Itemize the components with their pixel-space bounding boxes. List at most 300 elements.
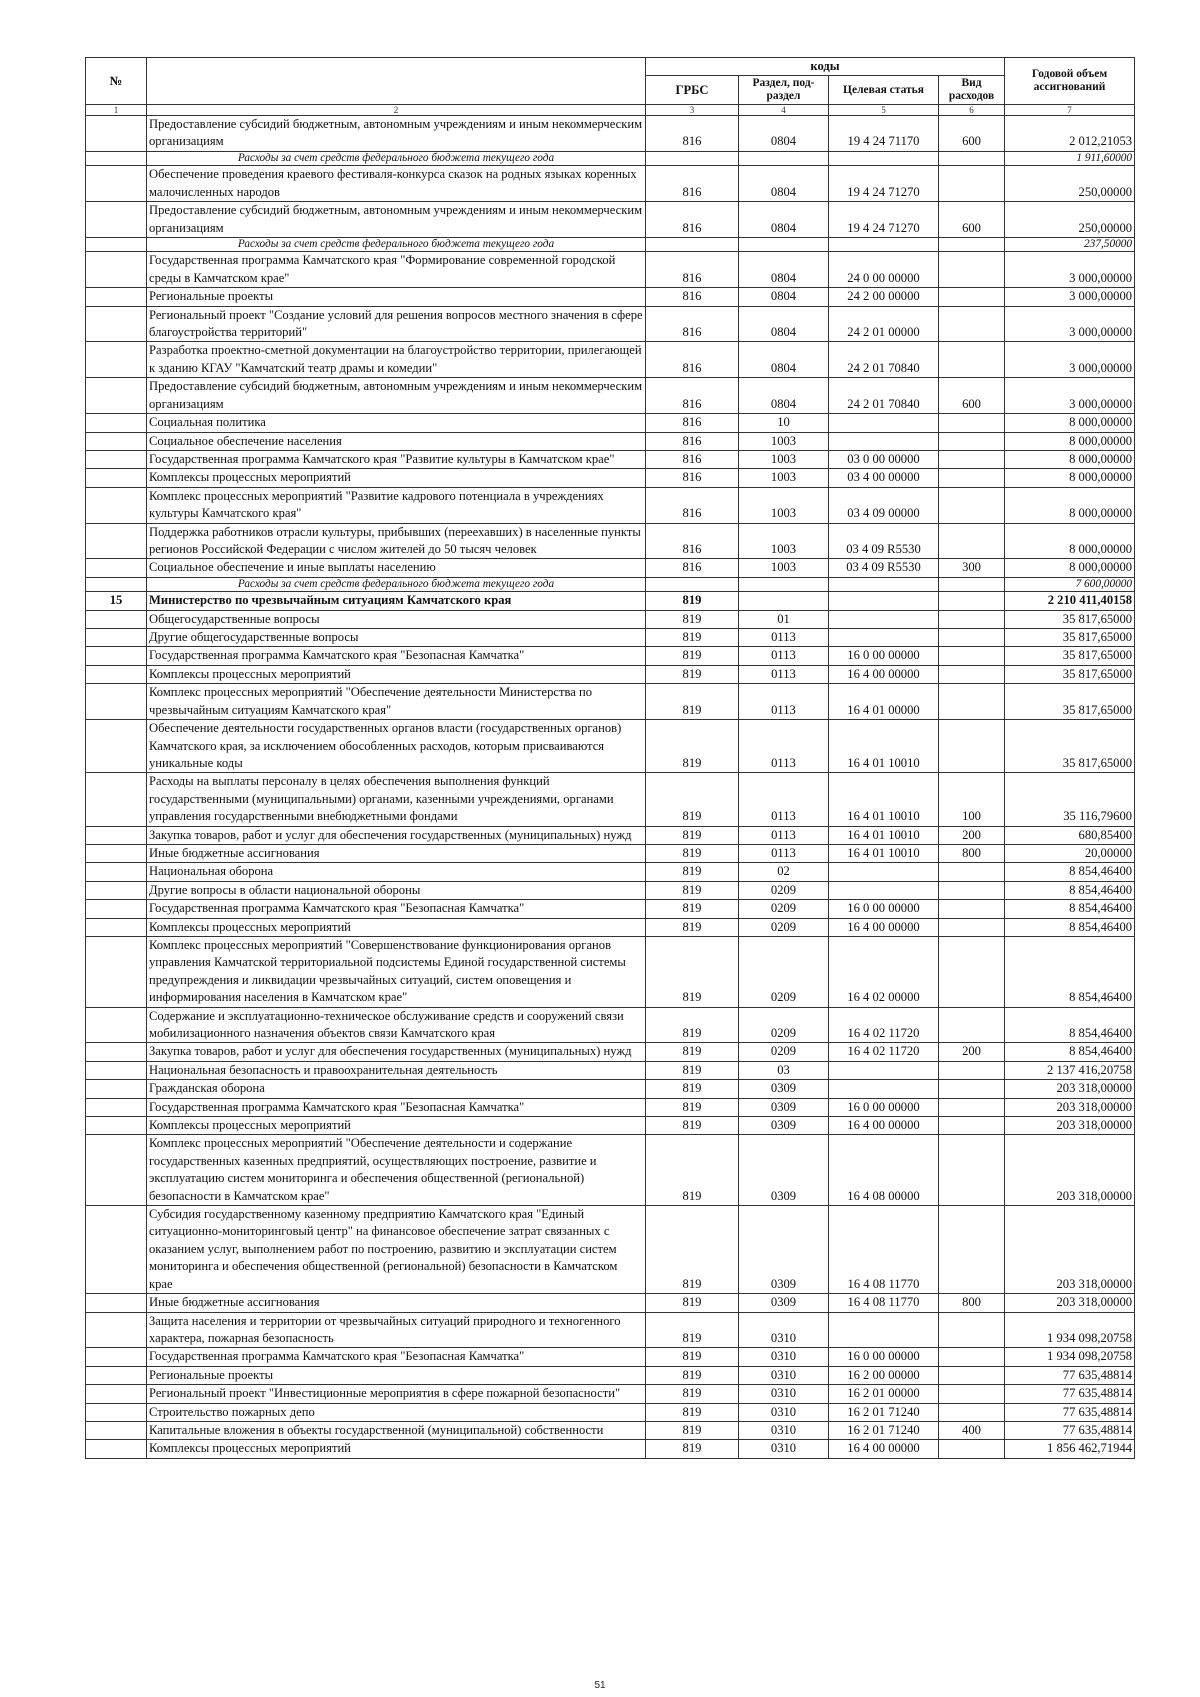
cell-razdel: 0309	[739, 1135, 829, 1206]
cell-name: Национальная оборона	[147, 863, 646, 881]
cell-sum: 35 817,65000	[1005, 684, 1135, 720]
cell-name: Капитальные вложения в объекты государственной (муниципальной) собственности	[147, 1421, 646, 1439]
cell-name: Государственная программа Камчатского края "Формирование современной городской среды в Камчатском крае"	[147, 252, 646, 288]
cell-name: Другие вопросы в области национальной обороны	[147, 881, 646, 899]
table-row	[86, 342, 1135, 378]
cell-sum: 8 854,46400	[1005, 900, 1135, 918]
cell-num	[86, 487, 147, 523]
cell-grbs: 819	[646, 1312, 739, 1348]
cell-num	[86, 1098, 147, 1116]
cell-vid	[939, 469, 1005, 487]
cell-grbs: 819	[646, 1403, 739, 1421]
cell-razdel: 1003	[739, 432, 829, 450]
header-razdel: Раздел, под-раздел	[739, 76, 829, 105]
cell-vid: 200	[939, 826, 1005, 844]
cell-vid	[939, 577, 1005, 592]
cell-razdel: 0209	[739, 900, 829, 918]
cell-target: 03 0 00 00000	[829, 450, 939, 468]
cell-num	[86, 1061, 147, 1079]
cell-sum: 77 635,48814	[1005, 1403, 1135, 1421]
table-row	[86, 684, 1135, 720]
cell-target: 16 4 01 00000	[829, 684, 939, 720]
cell-grbs: 816	[646, 378, 739, 414]
table-row	[86, 1007, 1135, 1043]
cell-razdel: 0309	[739, 1206, 829, 1294]
cell-num	[86, 1206, 147, 1294]
table-row	[86, 863, 1135, 881]
cell-num	[86, 559, 147, 577]
cell-grbs: 819	[646, 900, 739, 918]
cell-sum: 1 934 098,20758	[1005, 1312, 1135, 1348]
cell-num	[86, 450, 147, 468]
cell-grbs: 816	[646, 487, 739, 523]
cell-grbs: 816	[646, 450, 739, 468]
cell-razdel: 0310	[739, 1440, 829, 1458]
cell-grbs: 816	[646, 432, 739, 450]
cell-name: Комплексы процессных мероприятий	[147, 918, 646, 936]
cell-grbs: 819	[646, 1206, 739, 1294]
table-row	[86, 900, 1135, 918]
cell-vid	[939, 252, 1005, 288]
colnum-3: 3	[646, 105, 739, 116]
cell-grbs: 819	[646, 1043, 739, 1061]
cell-vid	[939, 1117, 1005, 1135]
cell-target: 16 4 00 00000	[829, 665, 939, 683]
cell-razdel: 0113	[739, 844, 829, 862]
cell-grbs: 816	[646, 166, 739, 202]
cell-razdel: 03	[739, 1061, 829, 1079]
cell-vid	[939, 237, 1005, 252]
cell-grbs: 816	[646, 469, 739, 487]
cell-razdel: 02	[739, 863, 829, 881]
cell-target: 16 4 08 11770	[829, 1206, 939, 1294]
cell-vid	[939, 288, 1005, 306]
cell-target	[829, 881, 939, 899]
cell-razdel: 0113	[739, 720, 829, 773]
cell-target: 24 2 01 70840	[829, 378, 939, 414]
cell-sum: 77 635,48814	[1005, 1385, 1135, 1403]
cell-num	[86, 1294, 147, 1312]
cell-sum: 77 635,48814	[1005, 1366, 1135, 1384]
cell-target: 16 4 08 00000	[829, 1135, 939, 1206]
table-row	[86, 773, 1135, 826]
cell-num	[86, 116, 147, 152]
cell-sum: 203 318,00000	[1005, 1135, 1135, 1206]
cell-target: 16 4 08 11770	[829, 1294, 939, 1312]
table-row	[86, 432, 1135, 450]
cell-target	[829, 151, 939, 166]
table-row	[86, 450, 1135, 468]
cell-vid	[939, 665, 1005, 683]
table-row	[86, 1294, 1135, 1312]
table-row	[86, 1421, 1135, 1439]
table-row	[86, 1366, 1135, 1384]
table-row	[86, 414, 1135, 432]
cell-sum: 1 856 462,71944	[1005, 1440, 1135, 1458]
cell-num	[86, 936, 147, 1007]
header-volume: Годовой объем ассигнований	[1005, 58, 1135, 105]
cell-grbs: 819	[646, 1098, 739, 1116]
cell-name: Комплекс процессных мероприятий "Обеспечение деятельности и содержание государственных казенных предприятий, осуществляющих построение, развитие и эксплуатацию систем мониторинга и обеспечения общественной (региональной) безопасности в Камчатском крае"	[147, 1135, 646, 1206]
cell-name: Национальная безопасность и правоохранительная деятельность	[147, 1061, 646, 1079]
cell-num	[86, 773, 147, 826]
table-row	[86, 288, 1135, 306]
cell-sum: 3 000,00000	[1005, 378, 1135, 414]
cell-vid: 800	[939, 1294, 1005, 1312]
cell-vid	[939, 166, 1005, 202]
table-row	[86, 166, 1135, 202]
cell-num	[86, 1135, 147, 1206]
cell-vid: 100	[939, 773, 1005, 826]
cell-sum: 237,50000	[1005, 237, 1135, 252]
table-row	[86, 577, 1135, 592]
cell-num	[86, 881, 147, 899]
cell-razdel	[739, 577, 829, 592]
cell-target: 16 2 01 00000	[829, 1385, 939, 1403]
cell-name: Региональный проект "Создание условий для решения вопросов местного значения в сфере благоустройства территорий"	[147, 306, 646, 342]
cell-grbs: 819	[646, 936, 739, 1007]
table-body	[86, 116, 1135, 1459]
cell-razdel: 0310	[739, 1421, 829, 1439]
cell-name: Расходы за счет средств федерального бюджета текущего года	[147, 151, 646, 166]
table-row	[86, 1206, 1135, 1294]
cell-target: 16 2 01 71240	[829, 1421, 939, 1439]
cell-vid	[939, 1098, 1005, 1116]
cell-vid	[939, 936, 1005, 1007]
cell-grbs: 816	[646, 116, 739, 152]
table-row	[86, 1043, 1135, 1061]
cell-razdel: 0113	[739, 684, 829, 720]
cell-name: Государственная программа Камчатского края "Безопасная Камчатка"	[147, 1098, 646, 1116]
cell-vid	[939, 592, 1005, 610]
cell-razdel: 1003	[739, 559, 829, 577]
table-row	[86, 487, 1135, 523]
colnum-7: 7	[1005, 105, 1135, 116]
cell-razdel: 0309	[739, 1117, 829, 1135]
cell-razdel	[739, 237, 829, 252]
cell-target: 19 4 24 71170	[829, 116, 939, 152]
cell-vid	[939, 450, 1005, 468]
cell-sum: 8 000,00000	[1005, 450, 1135, 468]
cell-num	[86, 577, 147, 592]
cell-razdel: 0804	[739, 116, 829, 152]
colnum-1: 1	[86, 105, 147, 116]
cell-vid: 300	[939, 559, 1005, 577]
cell-grbs: 819	[646, 844, 739, 862]
cell-name: Строительство пожарных депо	[147, 1403, 646, 1421]
cell-sum: 3 000,00000	[1005, 342, 1135, 378]
cell-razdel: 0113	[739, 826, 829, 844]
cell-grbs: 819	[646, 665, 739, 683]
table-row	[86, 1135, 1135, 1206]
cell-num	[86, 166, 147, 202]
cell-name: Гражданская оборона	[147, 1080, 646, 1098]
header-codes: коды	[646, 58, 1005, 76]
cell-vid: 400	[939, 1421, 1005, 1439]
cell-num	[86, 252, 147, 288]
cell-vid	[939, 523, 1005, 559]
cell-name: Обеспечение проведения краевого фестиваля-конкурса сказок на родных языках коренных малочисленных народов	[147, 166, 646, 202]
cell-grbs: 819	[646, 1061, 739, 1079]
cell-target: 16 0 00 00000	[829, 900, 939, 918]
cell-grbs: 819	[646, 863, 739, 881]
cell-sum: 8 000,00000	[1005, 469, 1135, 487]
cell-name: Содержание и эксплуатационно-техническое обслуживание средств и сооружений связи мобилизационного назначения объектов связи Камчатского края	[147, 1007, 646, 1043]
cell-grbs	[646, 577, 739, 592]
cell-target: 16 4 01 10010	[829, 844, 939, 862]
cell-target: 24 2 00 00000	[829, 288, 939, 306]
cell-sum: 35 817,65000	[1005, 610, 1135, 628]
cell-target: 16 0 00 00000	[829, 1098, 939, 1116]
cell-num	[86, 202, 147, 238]
cell-name: Комплекс процессных мероприятий "Развитие кадрового потенциала в учреждениях культуры Камчатского края"	[147, 487, 646, 523]
cell-num	[86, 1403, 147, 1421]
budget-table	[85, 57, 1135, 1459]
cell-vid	[939, 306, 1005, 342]
cell-vid	[939, 151, 1005, 166]
colnum-5: 5	[829, 105, 939, 116]
cell-grbs: 819	[646, 1440, 739, 1458]
table-row	[86, 151, 1135, 166]
cell-razdel: 0209	[739, 881, 829, 899]
cell-sum: 8 854,46400	[1005, 881, 1135, 899]
cell-target	[829, 237, 939, 252]
cell-target: 16 0 00 00000	[829, 1348, 939, 1366]
cell-name: Общегосударственные вопросы	[147, 610, 646, 628]
header-vid: Вид расходов	[939, 76, 1005, 105]
cell-target: 16 4 00 00000	[829, 918, 939, 936]
cell-vid	[939, 1385, 1005, 1403]
cell-num	[86, 720, 147, 773]
table-row	[86, 1117, 1135, 1135]
cell-grbs: 816	[646, 202, 739, 238]
cell-num	[86, 665, 147, 683]
table-row	[86, 610, 1135, 628]
cell-razdel: 1003	[739, 487, 829, 523]
table-row	[86, 1348, 1135, 1366]
cell-vid	[939, 1348, 1005, 1366]
cell-name: Защита населения и территории от чрезвычайных ситуаций природного и техногенного характера, пожарная безопасность	[147, 1312, 646, 1348]
cell-razdel: 1003	[739, 450, 829, 468]
cell-razdel: 0209	[739, 1043, 829, 1061]
cell-num	[86, 432, 147, 450]
cell-name: Социальная политика	[147, 414, 646, 432]
cell-grbs: 819	[646, 773, 739, 826]
cell-name: Региональные проекты	[147, 1366, 646, 1384]
cell-sum: 8 854,46400	[1005, 936, 1135, 1007]
cell-vid	[939, 629, 1005, 647]
cell-vid	[939, 610, 1005, 628]
table-row	[86, 237, 1135, 252]
cell-num	[86, 1385, 147, 1403]
cell-grbs: 816	[646, 523, 739, 559]
table-row	[86, 936, 1135, 1007]
cell-sum: 7 600,00000	[1005, 577, 1135, 592]
cell-num	[86, 1117, 147, 1135]
cell-sum: 35 817,65000	[1005, 720, 1135, 773]
cell-grbs: 819	[646, 629, 739, 647]
table-row	[86, 116, 1135, 152]
cell-name: Предоставление субсидий бюджетным, автономным учреждениям и иным некоммерческим организациям	[147, 116, 646, 152]
cell-name: Иные бюджетные ассигнования	[147, 1294, 646, 1312]
cell-sum: 203 318,00000	[1005, 1206, 1135, 1294]
page-number: 51	[594, 1680, 606, 1691]
cell-sum: 203 318,00000	[1005, 1098, 1135, 1116]
cell-num	[86, 1366, 147, 1384]
cell-name: Государственная программа Камчатского края "Развитие культуры в Камчатском крае"	[147, 450, 646, 468]
cell-target: 16 4 01 10010	[829, 773, 939, 826]
colnum-2: 2	[147, 105, 646, 116]
cell-target	[829, 1312, 939, 1348]
cell-sum: 8 000,00000	[1005, 414, 1135, 432]
column-numbers-row	[86, 105, 1135, 116]
cell-grbs: 819	[646, 592, 739, 610]
cell-razdel: 0209	[739, 936, 829, 1007]
cell-num	[86, 306, 147, 342]
cell-grbs: 816	[646, 559, 739, 577]
cell-sum: 8 854,46400	[1005, 1043, 1135, 1061]
cell-num: 15	[86, 592, 147, 610]
cell-grbs: 819	[646, 918, 739, 936]
cell-razdel: 01	[739, 610, 829, 628]
cell-sum: 8 000,00000	[1005, 559, 1135, 577]
cell-vid	[939, 1061, 1005, 1079]
table-row	[86, 469, 1135, 487]
cell-sum: 35 817,65000	[1005, 647, 1135, 665]
cell-sum: 35 817,65000	[1005, 665, 1135, 683]
cell-sum: 203 318,00000	[1005, 1080, 1135, 1098]
cell-vid	[939, 1366, 1005, 1384]
cell-razdel: 0804	[739, 252, 829, 288]
cell-name: Расходы на выплаты персоналу в целях обеспечения выполнения функций государственными (муниципальными) органами, казенными учреждениями, органами управления государственными внебюджетными фондами	[147, 773, 646, 826]
cell-razdel: 0113	[739, 665, 829, 683]
cell-razdel: 0209	[739, 918, 829, 936]
cell-razdel: 0804	[739, 378, 829, 414]
cell-name: Предоставление субсидий бюджетным, автономным учреждениям и иным некоммерческим организациям	[147, 378, 646, 414]
cell-sum: 8 000,00000	[1005, 523, 1135, 559]
cell-num	[86, 1421, 147, 1439]
cell-target	[829, 629, 939, 647]
cell-razdel	[739, 151, 829, 166]
cell-sum: 8 000,00000	[1005, 487, 1135, 523]
cell-num	[86, 629, 147, 647]
cell-sum: 8 000,00000	[1005, 432, 1135, 450]
cell-target: 16 4 02 11720	[829, 1007, 939, 1043]
cell-name: Комплексы процессных мероприятий	[147, 469, 646, 487]
header-grbs: ГРБС	[646, 76, 739, 105]
cell-grbs: 819	[646, 826, 739, 844]
table-row	[86, 1080, 1135, 1098]
cell-target: 03 4 09 00000	[829, 487, 939, 523]
cell-target	[829, 592, 939, 610]
cell-razdel: 0113	[739, 629, 829, 647]
table-row	[86, 665, 1135, 683]
table-row	[86, 202, 1135, 238]
cell-razdel: 0310	[739, 1348, 829, 1366]
cell-sum: 2 210 411,40158	[1005, 592, 1135, 610]
cell-vid	[939, 1080, 1005, 1098]
cell-grbs: 819	[646, 1366, 739, 1384]
cell-sum: 77 635,48814	[1005, 1421, 1135, 1439]
cell-name: Расходы за счет средств федерального бюджета текущего года	[147, 577, 646, 592]
cell-name: Поддержка работников отрасли культуры, прибывших (переехавших) в населенные пункты регионов Российской Федерации с числом жителей до 50 тысяч человек	[147, 523, 646, 559]
cell-vid	[939, 414, 1005, 432]
cell-sum: 3 000,00000	[1005, 288, 1135, 306]
cell-sum: 1 911,60000	[1005, 151, 1135, 166]
table-row	[86, 720, 1135, 773]
cell-target: 16 4 01 10010	[829, 720, 939, 773]
cell-vid: 600	[939, 202, 1005, 238]
cell-grbs: 819	[646, 1135, 739, 1206]
cell-razdel	[739, 592, 829, 610]
cell-name: Социальное обеспечение населения	[147, 432, 646, 450]
cell-num	[86, 1080, 147, 1098]
header-name	[147, 58, 646, 105]
table-row	[86, 1440, 1135, 1458]
cell-razdel: 0310	[739, 1385, 829, 1403]
cell-sum: 35 817,65000	[1005, 629, 1135, 647]
table-row	[86, 1098, 1135, 1116]
cell-vid	[939, 1007, 1005, 1043]
table-row	[86, 1061, 1135, 1079]
cell-sum: 250,00000	[1005, 166, 1135, 202]
cell-vid	[939, 900, 1005, 918]
cell-vid: 200	[939, 1043, 1005, 1061]
cell-target: 03 4 09 R5530	[829, 523, 939, 559]
table-row	[86, 1312, 1135, 1348]
cell-sum: 8 854,46400	[1005, 863, 1135, 881]
cell-sum: 8 854,46400	[1005, 918, 1135, 936]
cell-sum: 3 000,00000	[1005, 252, 1135, 288]
cell-name: Социальное обеспечение и иные выплаты населению	[147, 559, 646, 577]
cell-sum: 35 116,79600	[1005, 773, 1135, 826]
cell-target: 16 4 01 10010	[829, 826, 939, 844]
cell-num	[86, 1312, 147, 1348]
cell-target: 24 2 01 70840	[829, 342, 939, 378]
cell-grbs: 819	[646, 1348, 739, 1366]
cell-target: 03 4 00 00000	[829, 469, 939, 487]
cell-vid	[939, 432, 1005, 450]
cell-num	[86, 1007, 147, 1043]
cell-name: Закупка товаров, работ и услуг для обеспечения государственных (муниципальных) нужд	[147, 1043, 646, 1061]
cell-vid	[939, 1403, 1005, 1421]
table-row	[86, 523, 1135, 559]
header-num: №	[86, 58, 147, 105]
cell-target	[829, 577, 939, 592]
cell-vid	[939, 881, 1005, 899]
cell-grbs: 816	[646, 342, 739, 378]
cell-name: Государственная программа Камчатского края "Безопасная Камчатка"	[147, 1348, 646, 1366]
cell-num	[86, 684, 147, 720]
table-row	[86, 592, 1135, 610]
cell-target: 16 0 00 00000	[829, 647, 939, 665]
cell-name: Обеспечение деятельности государственных органов власти (государственных органов) Камчатского края, за исключением обособленных расходов, которым присваиваются уникальные коды	[147, 720, 646, 773]
cell-name: Другие общегосударственные вопросы	[147, 629, 646, 647]
cell-sum: 20,00000	[1005, 844, 1135, 862]
cell-sum: 250,00000	[1005, 202, 1135, 238]
cell-num	[86, 918, 147, 936]
header-target: Целевая статья	[829, 76, 939, 105]
cell-name: Комплекс процессных мероприятий "Обеспечение деятельности Министерства по чрезвычайным ситуациям Камчатского края"	[147, 684, 646, 720]
cell-target: 16 2 01 71240	[829, 1403, 939, 1421]
cell-vid	[939, 684, 1005, 720]
cell-num	[86, 469, 147, 487]
cell-target: 16 4 00 00000	[829, 1117, 939, 1135]
cell-target	[829, 414, 939, 432]
colnum-6: 6	[939, 105, 1005, 116]
cell-num	[86, 900, 147, 918]
cell-vid: 600	[939, 378, 1005, 414]
